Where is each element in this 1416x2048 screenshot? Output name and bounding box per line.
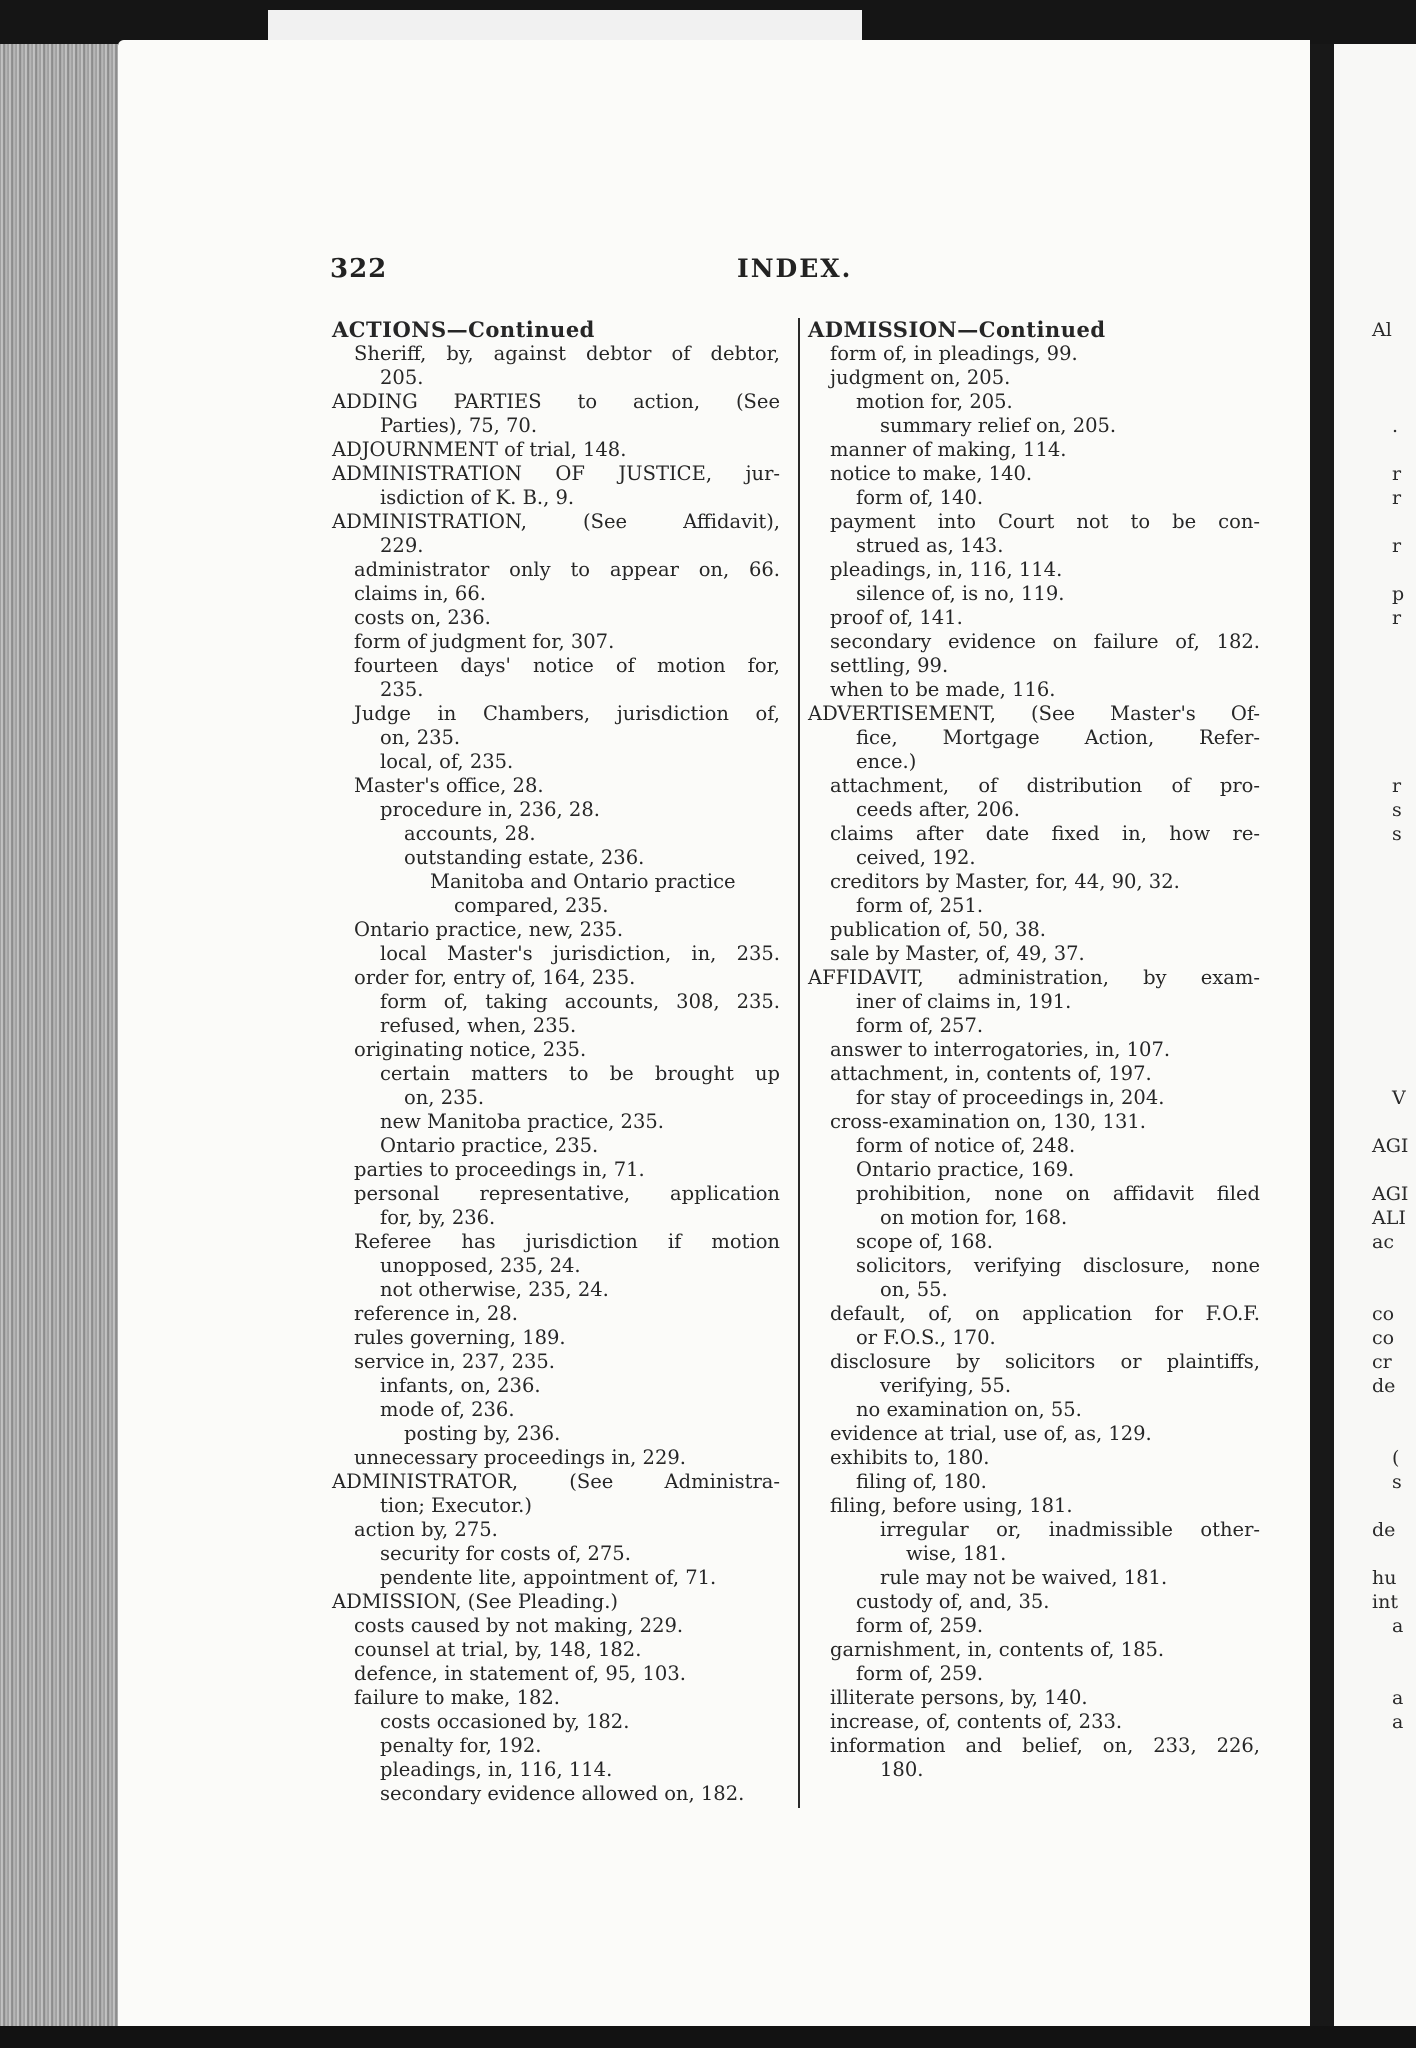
index-entry-line: solicitors, verifying disclosure, none <box>856 1254 1260 1277</box>
index-entry-line: fice, Mortgage Action, Refer- <box>856 726 1260 749</box>
running-head: INDEX. <box>737 254 853 283</box>
index-entry-line: rule may not be waived, 181. <box>880 1566 1168 1589</box>
index-entry-line: service in, 237, 235. <box>354 1350 556 1373</box>
index-entry-line: garnishment, in, contents of, 185. <box>830 1638 1165 1661</box>
index-entry-line: notice to make, 140. <box>830 462 1033 485</box>
index-entry-line: reference in, 28. <box>354 1302 518 1325</box>
column-divider <box>798 318 800 1808</box>
book-page-edges <box>0 44 118 2034</box>
scan-bottom-border <box>0 2026 1416 2048</box>
index-entry-line: isdiction of K. B., 9. <box>380 486 575 509</box>
next-page-fragment: p <box>1392 583 1405 605</box>
index-entry-line: filing, before using, 181. <box>830 1494 1073 1517</box>
index-entry-line: ADMINISTRATOR, (See Administra- <box>332 1470 780 1493</box>
index-entry-line: form of, 259. <box>856 1662 984 1685</box>
index-entry-line: on, 235. <box>380 726 461 749</box>
index-entry-line: ADVERTISEMENT, (See Master's Of- <box>808 702 1260 725</box>
index-entry-line: Ontario practice, 235. <box>380 1134 599 1157</box>
index-entry-line: verifying, 55. <box>880 1374 1012 1397</box>
index-entry-line: answer to interrogatories, in, 107. <box>830 1038 1171 1061</box>
next-page-fragment: co <box>1372 1303 1395 1325</box>
index-entry-line: costs on, 236. <box>354 606 491 629</box>
index-entry-line: summary relief on, 205. <box>880 414 1117 437</box>
index-entry-line: or F.O.S., 170. <box>856 1326 996 1349</box>
index-entry-line: defence, in statement of, 95, 103. <box>354 1662 686 1685</box>
index-entry-line: ADJOURNMENT of trial, 148. <box>332 438 627 461</box>
index-entry-line: security for costs of, 275. <box>380 1542 631 1565</box>
index-entry-line: penalty for, 192. <box>380 1734 542 1757</box>
index-entry-line: action by, 275. <box>354 1518 498 1541</box>
next-page-fragment: . <box>1392 415 1399 437</box>
index-entry-line: outstanding estate, 236. <box>404 846 645 869</box>
index-entry-line: compared, 235. <box>454 894 609 917</box>
index-entry-line: costs caused by not making, 229. <box>354 1614 684 1637</box>
index-entry-line: accounts, 28. <box>404 822 536 845</box>
index-entry-line: prohibition, none on affidavit filed <box>856 1182 1260 1205</box>
index-entry-line: form of, 259. <box>856 1614 984 1637</box>
index-entry-line: personal representative, application <box>354 1182 780 1205</box>
index-entry-line: secondary evidence on failure of, 182. <box>830 630 1260 653</box>
next-page-fragment: ( <box>1392 1447 1400 1469</box>
next-page-fragment: Al <box>1372 319 1392 341</box>
index-entry-line: creditors by Master, for, 44, 90, 32. <box>830 870 1180 893</box>
index-entry-line: custody of, and, 35. <box>856 1590 1050 1613</box>
index-entry-line: for, by, 236. <box>380 1206 496 1229</box>
next-page-fragment: a <box>1392 1711 1404 1733</box>
next-page-fragment: AGI <box>1372 1183 1409 1205</box>
next-page-fragment: co <box>1372 1327 1395 1349</box>
index-entry-line: procedure in, 236, 28. <box>380 798 600 821</box>
next-page-fragment: r <box>1392 775 1402 797</box>
index-entry-line: form of, 140. <box>856 486 984 509</box>
index-entry-line: secondary evidence allowed on, 182. <box>380 1782 745 1805</box>
index-entry-line: posting by, 236. <box>404 1422 561 1445</box>
index-entry-line: rules governing, 189. <box>354 1326 566 1349</box>
index-entry-line: 205. <box>380 366 424 389</box>
index-entry-line: default, of, on application for F.O.F. <box>830 1302 1260 1325</box>
index-entry-line: counsel at trial, by, 148, 182. <box>354 1638 642 1661</box>
index-entry-line: Manitoba and Ontario practice <box>430 870 736 893</box>
book-gutter <box>1310 44 1334 2034</box>
next-page-fragment: s <box>1392 823 1402 845</box>
next-page-fragment: s <box>1392 799 1402 821</box>
index-entry-line: claims in, 66. <box>354 582 486 605</box>
index-entry-line: ADMINISTRATION, (See Affidavit), <box>332 510 780 533</box>
next-page-fragment: hu <box>1372 1567 1397 1589</box>
next-page-fragment: a <box>1392 1615 1404 1637</box>
index-entry-line: not otherwise, 235, 24. <box>380 1278 609 1301</box>
index-entry-line: proof of, 141. <box>830 606 963 629</box>
index-entry-line: for stay of proceedings in, 204. <box>856 1086 1165 1109</box>
index-entry-line: unopposed, 235, 24. <box>380 1254 581 1277</box>
index-entry-line: 180. <box>880 1758 924 1781</box>
index-entry-line: claims after date fixed in, how re- <box>830 822 1260 845</box>
index-entry-line: administrator only to appear on, 66. <box>354 558 780 581</box>
index-entry-line: fourteen days' notice of motion for, <box>354 654 780 677</box>
index-entry-line: publication of, 50, 38. <box>830 918 1046 941</box>
index-entry-line: 229. <box>380 534 424 557</box>
next-page-fragment: AGI <box>1372 1135 1409 1157</box>
index-entry-line: form of notice of, 248. <box>856 1134 1076 1157</box>
next-page-fragment: r <box>1392 487 1402 509</box>
index-entry-line: judgment on, 205. <box>830 366 1011 389</box>
next-page-fragment: ac <box>1372 1231 1394 1253</box>
index-entry-line: pleadings, in, 116, 114. <box>380 1758 613 1781</box>
index-entry-line: unnecessary proceedings in, 229. <box>354 1446 686 1469</box>
index-entry-line: local, of, 235. <box>380 750 514 773</box>
index-entry-line: ADMINISTRATION OF JUSTICE, jur- <box>332 462 780 485</box>
index-entry-line: cross-examination on, 130, 131. <box>830 1110 1146 1133</box>
index-entry-line: on, 55. <box>880 1278 948 1301</box>
index-entry-line: form of, taking accounts, 308, 235. <box>380 990 780 1013</box>
index-entry-line: on motion for, 168. <box>880 1206 1068 1229</box>
index-entry-line: local Master's jurisdiction, in, 235. <box>380 942 780 965</box>
next-page-fragment: r <box>1392 535 1402 557</box>
next-page-edge <box>1334 44 1416 2028</box>
index-entry-line: ceeds after, 206. <box>856 798 1020 821</box>
index-entry-line: AFFIDAVIT, administration, by exam- <box>808 966 1260 989</box>
index-continued-heading: ACTIONS—Continued <box>332 317 595 342</box>
next-page-fragment: int <box>1372 1591 1398 1613</box>
index-entry-line: payment into Court not to be con- <box>830 510 1260 533</box>
index-entry-line: ceived, 192. <box>856 846 976 869</box>
next-page-fragment: de <box>1372 1375 1396 1397</box>
index-entry-line: certain matters to be brought up <box>380 1062 780 1085</box>
index-entry-line: sale by Master, of, 49, 37. <box>830 942 1085 965</box>
index-entry-line: Sheriff, by, against debtor of debtor, <box>354 342 780 365</box>
index-entry-line: form of judgment for, 307. <box>354 630 615 653</box>
index-entry-line: mode of, 236. <box>380 1398 515 1421</box>
index-entry-line: Master's office, 28. <box>354 774 544 797</box>
index-entry-line: silence of, is no, 119. <box>856 582 1065 605</box>
index-entry-line: evidence at trial, use of, as, 129. <box>830 1422 1152 1445</box>
index-entry-line: form of, 257. <box>856 1014 984 1037</box>
index-entry-line: illiterate persons, by, 140. <box>830 1686 1088 1709</box>
index-entry-line: attachment, of distribution of pro- <box>830 774 1260 797</box>
index-entry-line: when to be made, 116. <box>830 678 1056 701</box>
index-entry-line: strued as, 143. <box>856 534 1004 557</box>
index-entry-line: costs occasioned by, 182. <box>380 1710 630 1733</box>
index-continued-heading: ADMISSION—Continued <box>808 317 1106 342</box>
index-entry-line: failure to make, 182. <box>354 1686 560 1709</box>
next-page-fragment: a <box>1392 1687 1404 1709</box>
index-entry-line: new Manitoba practice, 235. <box>380 1110 664 1133</box>
index-entry-line: motion for, 205. <box>856 390 1013 413</box>
index-entry-line: Judge in Chambers, jurisdiction of, <box>354 702 780 725</box>
index-entry-line: Referee has jurisdiction if motion <box>354 1230 780 1253</box>
index-entry-line: no examination on, 55. <box>856 1398 1082 1421</box>
index-entry-line: increase, of, contents of, 233. <box>830 1710 1123 1733</box>
index-entry-line: pendente lite, appointment of, 71. <box>380 1566 717 1589</box>
index-entry-line: ADDING PARTIES to action, (See <box>332 390 780 413</box>
index-entry-line: order for, entry of, 164, 235. <box>354 966 636 989</box>
index-entry-line: parties to proceedings in, 71. <box>354 1158 645 1181</box>
index-entry-line: irregular or, inadmissible other- <box>880 1518 1260 1541</box>
page-number: 322 <box>330 254 388 284</box>
index-column-left <box>332 318 780 1806</box>
index-entry-line: exhibits to, 180. <box>830 1446 990 1469</box>
index-entry-line: originating notice, 235. <box>354 1038 587 1061</box>
next-page-fragment: s <box>1392 1471 1402 1493</box>
index-entry-line: disclosure by solicitors or plaintiffs, <box>830 1350 1260 1373</box>
next-page-fragment: V <box>1392 1087 1406 1109</box>
next-page-fragment: ALI <box>1372 1207 1406 1229</box>
index-entry-line: filing of, 180. <box>856 1470 987 1493</box>
next-page-fragment: cr <box>1372 1351 1392 1373</box>
index-entry-line: tion; Executor.) <box>380 1494 532 1517</box>
index-entry-line: form of, 251. <box>856 894 984 917</box>
index-entry-line: settling, 99. <box>830 654 949 677</box>
index-entry-line: scope of, 168. <box>856 1230 993 1253</box>
next-page-fragment: r <box>1392 463 1402 485</box>
index-entry-line: pleadings, in, 116, 114. <box>830 558 1063 581</box>
index-entry-line: on, 235. <box>404 1086 485 1109</box>
index-entry-line: manner of making, 114. <box>830 438 1067 461</box>
scan-top-strip <box>268 10 862 40</box>
index-entry-line: ence.) <box>856 750 917 773</box>
index-column-right <box>808 318 1260 1782</box>
next-page-fragment: de <box>1372 1519 1396 1541</box>
index-entry-line: Parties), 75, 70. <box>380 414 538 437</box>
index-entry-line: form of, in pleadings, 99. <box>830 342 1078 365</box>
index-entry-line: wise, 181. <box>906 1542 1007 1565</box>
index-entry-line: iner of claims in, 191. <box>856 990 1072 1013</box>
index-entry-line: information and belief, on, 233, 226, <box>830 1734 1260 1757</box>
index-entry-line: refused, when, 235. <box>380 1014 577 1037</box>
index-entry-line: Ontario practice, new, 235. <box>354 918 624 941</box>
index-entry-line: infants, on, 236. <box>380 1374 541 1397</box>
next-page-fragment: r <box>1392 607 1402 629</box>
index-entry-line: ADMISSION, (See Pleading.) <box>332 1590 618 1613</box>
index-entry-line: 235. <box>380 678 424 701</box>
index-entry-line: Ontario practice, 169. <box>856 1158 1075 1181</box>
index-entry-line: attachment, in, contents of, 197. <box>830 1062 1152 1085</box>
